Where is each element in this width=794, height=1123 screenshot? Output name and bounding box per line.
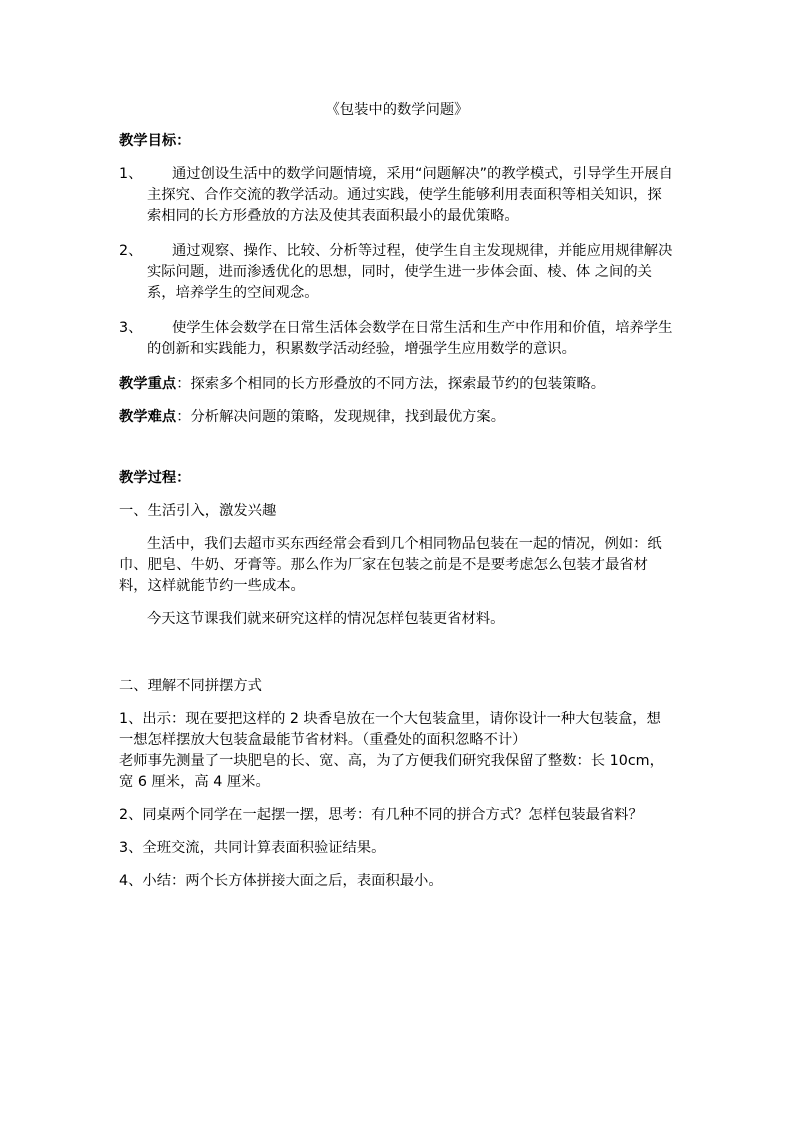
- document-body: [119, 100, 675, 904]
- section-1-paragraph: 今天这节课我们就来研究这样的情况怎样包装更省材料。: [147, 611, 505, 627]
- spacer: [119, 440, 675, 468]
- goal-item: [119, 164, 675, 227]
- document-title: 《包装中的数学问题》: [325, 102, 469, 118]
- section-2-item: 3、全班交流，共同计算表面积验证结果。: [119, 840, 386, 856]
- section-1-paragraph: 生活中，我们去超市买东西经常会看到几个相同物品包装在一起的情况，例如：纸巾、肥皂、牛奶、牙膏等。那么作为厂家在包装之前是不是要考虑怎么包装才最省材料，这样就能节约一些成本。: [119, 536, 662, 594]
- section-2-title: 二、理解不同拼摆方式: [119, 678, 262, 694]
- goal-text: 通过创设生活中的数学问题情境，采用“问题解决”的教学模式，引导学生开展自主探究、合作交流的教学活动。通过实践，使学生能够利用表面积等相关知识，探索相同的长方形叠放的方法及使其表面积最小的最优策略。: [147, 166, 673, 224]
- section-2-item: 老师事先测量了一块肥皂的长、宽、高，为了方便我们研究我保留了整数：长 10cm，宽 6 厘米，高 4 厘米。: [119, 753, 664, 790]
- goal-item: [119, 241, 675, 304]
- spacer: [119, 642, 675, 676]
- goal-text: 通过观察、操作、比较、分析等过程，使学生自主发现规律，并能应用规律解决实际问题，进而渗透优化的思想，同时，使学生进一步体会面、棱、体 之间的关系，培养学生的空间观念。: [147, 243, 673, 301]
- difficulty-label: 教学难点: [119, 409, 177, 425]
- goals-list: [119, 164, 675, 360]
- process-heading: 教学过程：: [119, 470, 191, 486]
- goal-text: 使学生体会数学在日常生活体会数学在日常生活和生产中作用和价值，培养学生的创新和实践能力，积累数学活动经验，增强学生应用数学的意识。: [147, 320, 673, 357]
- section-2-item: 1、出示：现在要把这样的 2 块香皂放在一个大包装盒里，请你设计一种大包装盒，想一想怎样摆放大包装盒最能节省材料。（重叠处的面积忽略不计）: [119, 711, 661, 748]
- difficulty: [119, 407, 675, 428]
- goals-heading: 教学目标：: [119, 133, 191, 149]
- key-point-text: ：探索多个相同的长方形叠放的不同方法，探索最节约的包装策略。: [176, 376, 606, 392]
- goal-item: [119, 318, 675, 360]
- section-2-item: 2、同桌两个同学在一起摆一摆，思考：有几种不同的拼合方式？怎样包装最省料？: [119, 807, 643, 823]
- difficulty-text: ：分析解决问题的策略，发现规律，找到最优方案。: [176, 409, 506, 425]
- section-1-title: 一、生活引入，激发兴趣: [119, 503, 277, 519]
- key-point: [119, 374, 675, 395]
- section-2-item: 4、小结：两个长方体拼接大面之后，表面积最小。: [119, 873, 443, 889]
- goal-number: 3、: [119, 320, 143, 336]
- key-point-label: 教学重点: [119, 376, 177, 392]
- goal-number: 2、: [119, 243, 143, 259]
- goal-number: 1、: [119, 166, 143, 182]
